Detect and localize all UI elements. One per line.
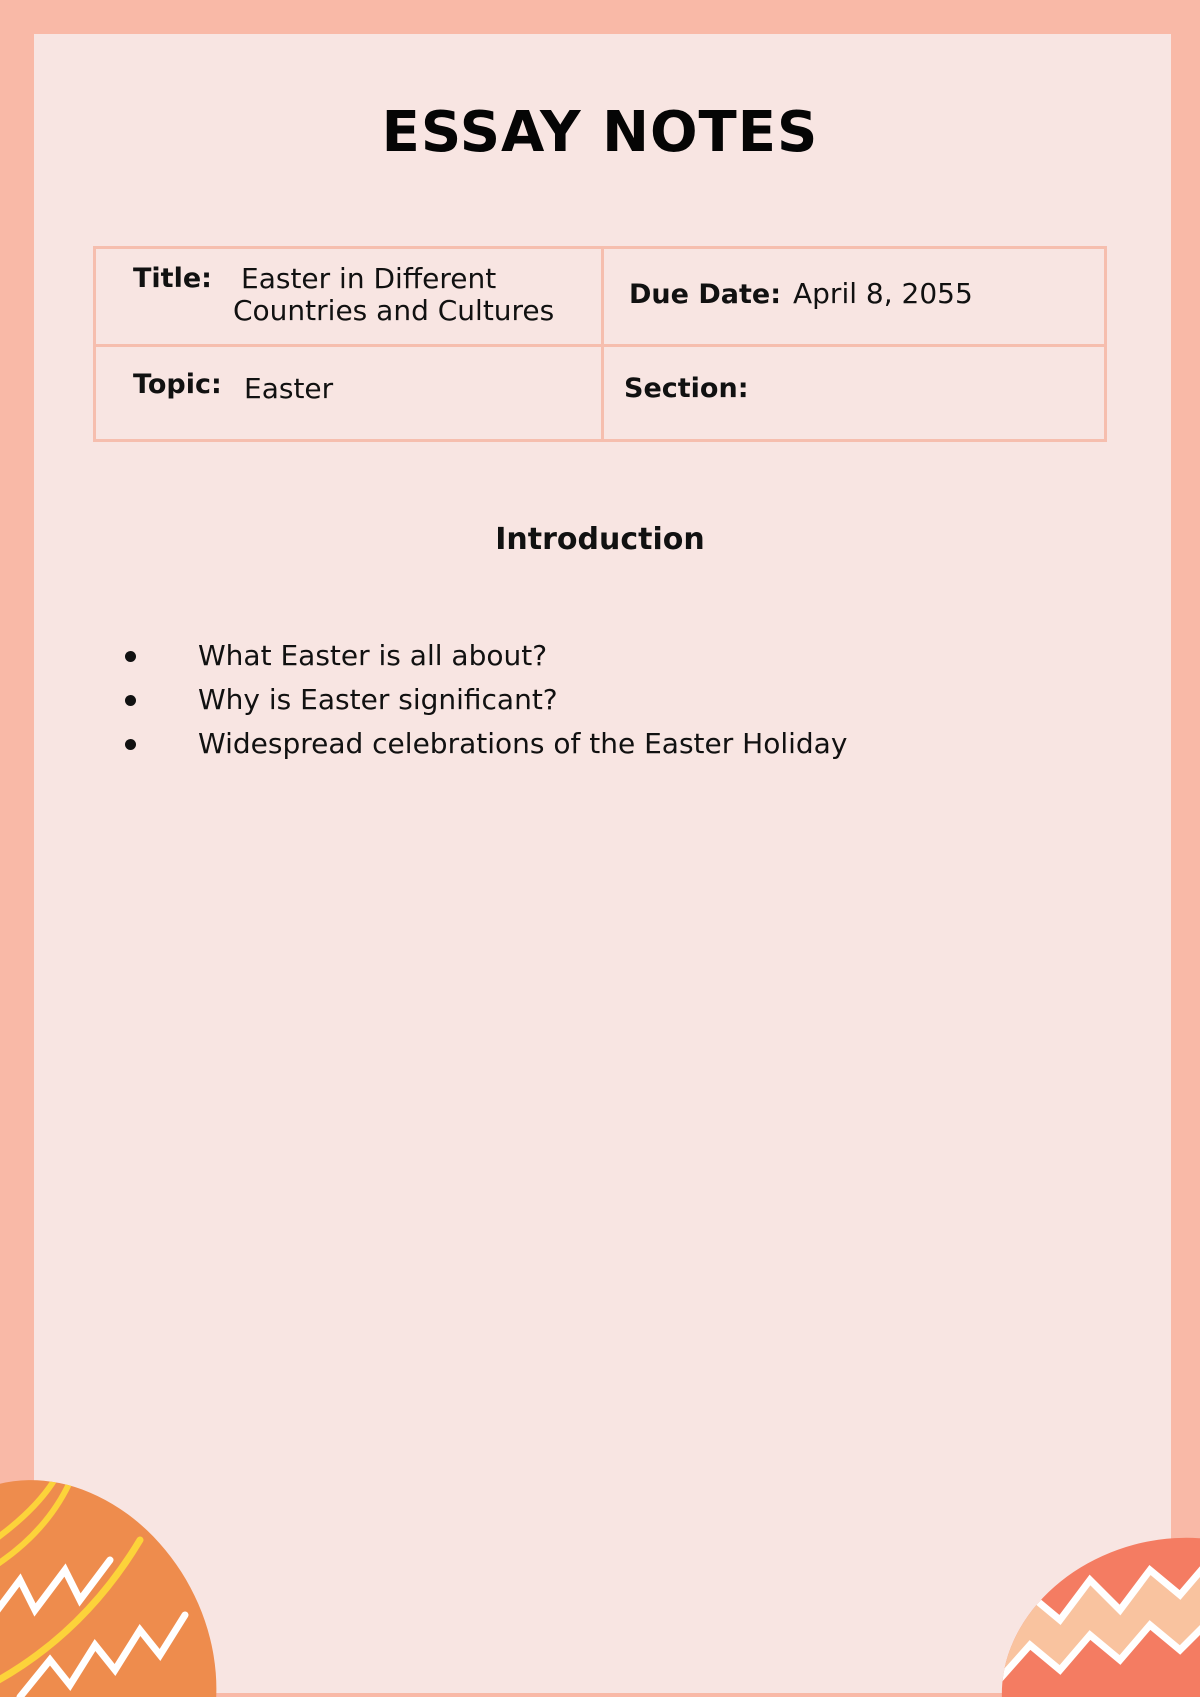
list-item-text: Widespread celebrations of the Easter Holiday bbox=[198, 727, 848, 760]
introduction-list bbox=[120, 634, 847, 766]
list-item-text: What Easter is all about? bbox=[198, 639, 548, 672]
easter-egg-right-icon bbox=[990, 1520, 1200, 1697]
bullet-icon bbox=[125, 739, 136, 750]
title-value-line1: Easter in Different bbox=[241, 262, 497, 295]
bullet-icon bbox=[125, 651, 136, 662]
list-item-text: Why is Easter significant? bbox=[198, 683, 558, 716]
easter-egg-left-icon bbox=[0, 1480, 220, 1697]
list-item bbox=[120, 722, 847, 766]
page-title: ESSAY NOTES bbox=[381, 100, 819, 165]
topic-label: Topic: bbox=[133, 369, 222, 400]
due-date-label: Due Date: bbox=[629, 279, 781, 310]
due-date-value: April 8, 2055 bbox=[793, 277, 973, 310]
list-item bbox=[120, 634, 847, 678]
info-table bbox=[93, 246, 1107, 442]
list-item bbox=[120, 678, 847, 722]
topic-value: Easter bbox=[244, 372, 334, 405]
title-label: Title: bbox=[133, 263, 212, 294]
table-divider-horizontal bbox=[96, 344, 1104, 347]
bullet-icon bbox=[125, 695, 136, 706]
section-label: Section: bbox=[624, 373, 749, 404]
introduction-heading: Introduction bbox=[495, 522, 705, 557]
title-value-line2: Countries and Cultures bbox=[233, 294, 555, 327]
